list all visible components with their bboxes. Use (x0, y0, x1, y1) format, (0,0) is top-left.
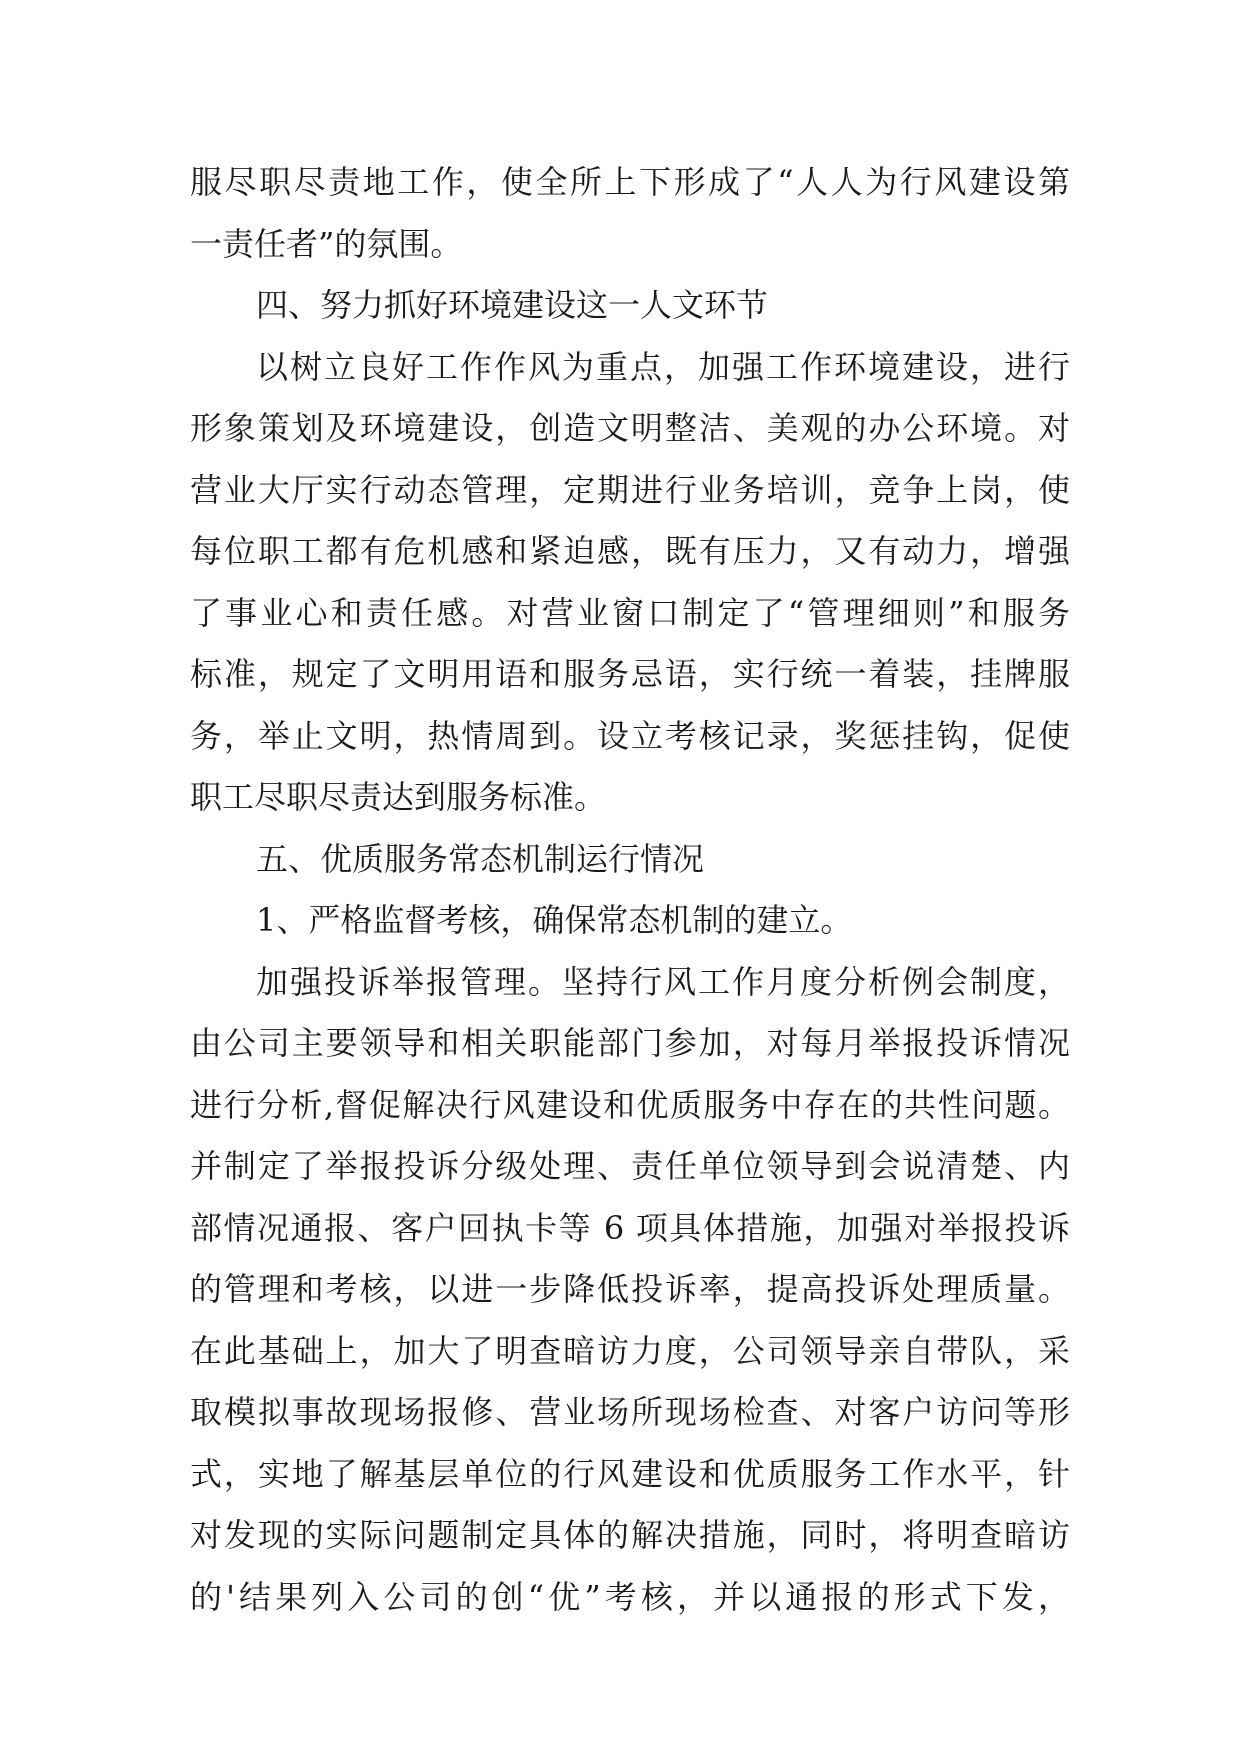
body-text-line: 以树立良好工作作风为重点，加强工作环境建设，进行 (256, 347, 1070, 386)
body-text-line: 务，举止文明，热情周到。设立考核记录，奖惩挂钩，促使 (190, 716, 1070, 755)
body-text-line: 一责任者”的氛围。 (190, 224, 463, 263)
body-text-line: 取模拟事故现场报修、营业场所现场检查、对客户访问等形 (190, 1393, 1070, 1431)
body-text-line: 的'结果列入公司的创“优”考核，并以通报的形式下发， (190, 1577, 1070, 1616)
body-text-line: 对发现的实际问题制定具体的解决措施，同时，将明查暗访 (190, 1516, 1070, 1554)
body-text-line: 服尽职尽责地工作，使全所上下形成了“人人为行风建设第 (190, 163, 1070, 201)
subsection-heading: 1、严格监督考核，确保常态机制的建立。 (256, 901, 853, 939)
body-text-line: 形象策划及环境建设，创造文明整洁、美观的办公环境。对 (190, 409, 1070, 447)
body-text-line: 标准，规定了文明用语和服务忌语，实行统一着装，挂牌服 (190, 655, 1070, 693)
section-heading: 五、优质服务常态机制运行情况 (256, 839, 705, 878)
body-text-line: 加强投诉举报管理。坚持行风工作月度分析例会制度， (256, 962, 1070, 1001)
body-text-line: 的管理和考核，以进一步降低投诉率，提高投诉处理质量。 (190, 1270, 1070, 1308)
body-text-line: 式，实地了解基层单位的行风建设和优质服务工作水平，针 (190, 1454, 1070, 1493)
section-heading: 四、努力抓好环境建设这一人文环节 (256, 286, 769, 324)
body-text-line: 进行分析,督促解决行风建设和优质服务中存在的共性问题。 (190, 1085, 1070, 1124)
body-text-line: 部情况通报、客户回执卡等 6 项具体措施，加强对举报投诉 (190, 1208, 1070, 1247)
body-text-line: 营业大厅实行动态管理，定期进行业务培训，竞争上岗，使 (190, 470, 1070, 509)
body-text-line: 并制定了举报投诉分级处理、责任单位领导到会说清楚、内 (190, 1147, 1070, 1185)
body-text-line: 由公司主要领导和相关职能部门参加，对每月举报投诉情况 (190, 1024, 1070, 1062)
body-text-line: 在此基础上，加大了明查暗访力度，公司领导亲自带队，采 (190, 1331, 1070, 1370)
document-body (190, 152, 1070, 1628)
body-text-line: 职工尽职尽责达到服务标准。 (190, 778, 607, 816)
body-text-line: 了事业心和责任感。对营业窗口制定了“管理细则”和服务 (190, 593, 1070, 632)
body-text-line: 每位职工都有危机感和紧迫感，既有压力，又有动力，增强 (190, 532, 1070, 570)
